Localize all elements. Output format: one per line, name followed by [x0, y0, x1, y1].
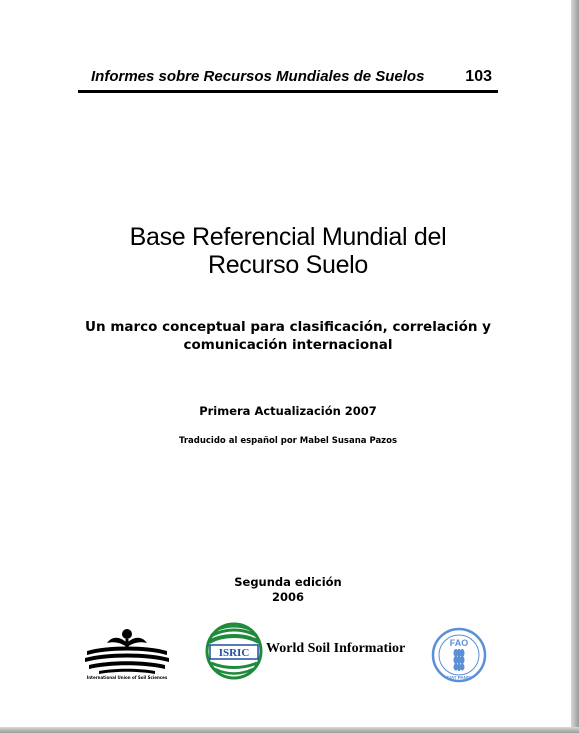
isric-badge-text: ISRIC: [218, 647, 250, 659]
series-header: [78, 66, 498, 93]
document-subtitle: [60, 318, 516, 354]
translator-credit: Traducido al español por Mabel Susana Pazos: [178, 436, 398, 446]
fao-letters: FAO: [449, 638, 469, 648]
document-title-line-2: Recurso Suelo: [207, 251, 369, 279]
document-subtitle-line-2: comunicación internacional: [183, 337, 393, 353]
fao-motto: FIAT PANIS: [446, 675, 472, 680]
edition-year: 2006: [271, 590, 304, 604]
update-line: Primera Actualización 2007: [199, 404, 377, 418]
document-subtitle-line-1: Un marco conceptual para clasificación, correlación y: [85, 319, 491, 335]
iuss-logo-icon: [79, 625, 175, 675]
edition-info: [188, 575, 388, 605]
series-number: 103: [465, 68, 492, 85]
series-title: Informes sobre Recursos Mundiales de Suelos: [91, 68, 425, 85]
document-title: [60, 223, 516, 279]
page-edge-shadow: [571, 0, 579, 733]
edition-label: Segunda edición: [234, 575, 342, 589]
isric-logo: [205, 622, 263, 680]
fao-logo: [431, 627, 487, 683]
fao-wheat-icon: [431, 627, 487, 683]
iuss-logo: [79, 625, 175, 683]
iuss-caption: International Union of Soil Sciences: [86, 675, 168, 680]
page-bottom-shadow: [0, 727, 579, 733]
isric-globe-icon: [205, 622, 263, 680]
isric-wordmark: World Soil Informatior: [266, 641, 406, 656]
document-title-line-1: Base Referencial Mundial del: [129, 223, 447, 251]
